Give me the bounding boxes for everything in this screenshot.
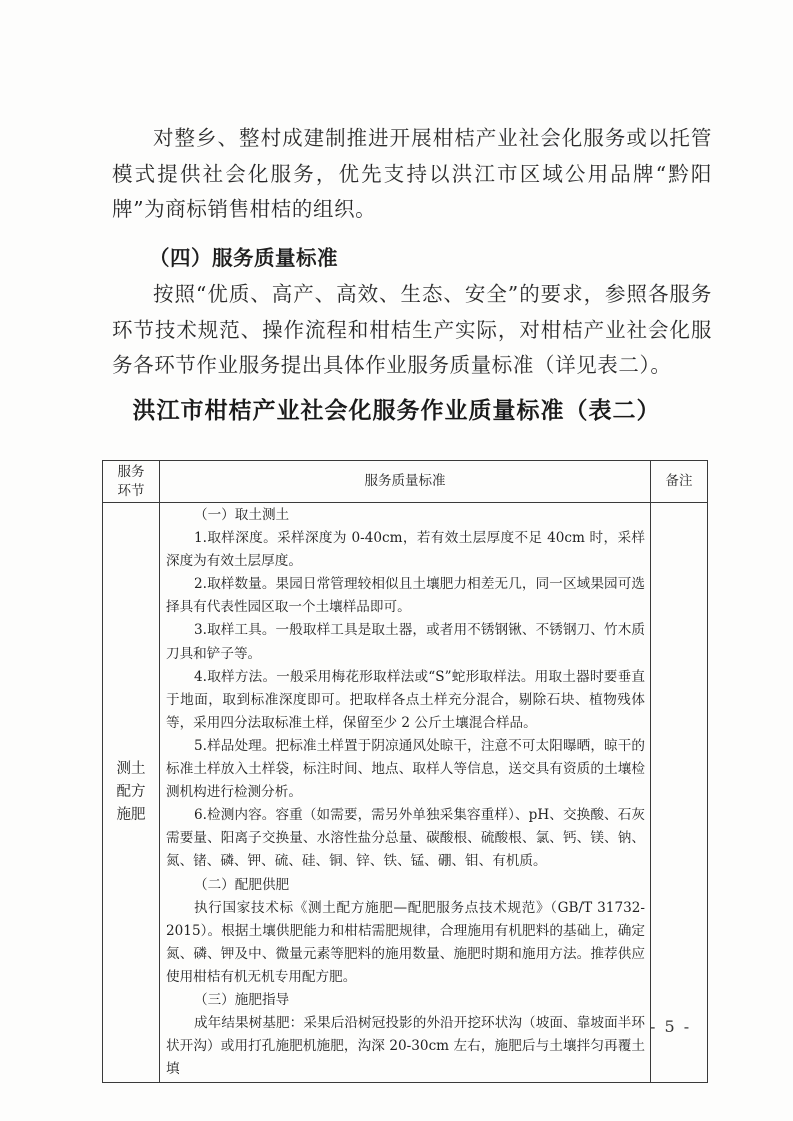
page-number: - 5 - [650, 1017, 692, 1036]
section-heading: （四）服务质量标准 [149, 246, 338, 270]
quality-standard-table [102, 460, 708, 1083]
section-label: 测土配方施肥 [116, 761, 146, 824]
remark-cell [651, 503, 708, 1083]
content-item: 成年结果树基肥：采果后沿树冠投影的外沿开挖环状沟（坡面、靠坡面半环状开沟）或用打孔施肥机施肥，沟深 20-30cm 左右，施肥后与土壤拌匀再覆土填 [166, 1015, 645, 1078]
section-cell [103, 503, 160, 1083]
header-quality-standard: 服务质量标准 [160, 461, 651, 503]
subsection-title: （三）施肥指导 [194, 991, 290, 1008]
content-item: 执行国家技术标《测土配方施肥—配肥服务点技术规范》（GB/T 31732-2015）。根据土壤供肥能力和柑桔需肥规律，合理施用有机肥料的基础上，确定氮、磷、钾及中、微量元素等肥料的施用数量、施肥时期和施用方法。推荐供应使用柑桔有机无机专用配方肥。 [166, 899, 645, 985]
subsection-title: （一）取土测土 [194, 507, 290, 523]
header-service-stage [103, 461, 160, 503]
content-item: 1.取样深度。采样深度为 0-40cm，若有效土层厚度不足 40cm 时，采样深度为有效土层厚度。 [166, 530, 645, 570]
header-service-stage-label: 服务环节 [117, 463, 145, 499]
content-item: 3.取样工具。一般取样工具是取土器，或者用不锈钢锹、不锈钢刀、竹木质刀具和铲子等。 [166, 622, 645, 662]
content-item: 4.取样方法。一般采用梅花形取样法或“S”蛇形取样法。用取土器时要垂直于地面，取到标准深度即可。把取样各点土样充分混合，剔除石块、植物残体等，采用四分法取标准土样，保留至少 2 公斤土壤混合样品。 [166, 668, 645, 731]
table-title: 洪江市柑桔产业社会化服务作业质量标准（表二） [132, 397, 661, 424]
table-row [103, 503, 708, 1083]
subsection-title: （二）配肥供肥 [194, 876, 290, 893]
section-paragraph: 按照“优质、高产、高效、生态、安全”的要求，参照各服务环节技术规范、操作流程和柑桔生产实际，对柑桔产业社会化服务各环节作业服务提出具体作业服务质量标准（详见表二）。 [112, 282, 712, 377]
intro-paragraph: 对整乡、整村成建制推进开展柑桔产业社会化服务或以托管模式提供社会化服务，优先支持以洪江市区域公用品牌“黔阳牌”为商标销售柑桔的组织。 [112, 126, 712, 221]
section-paragraph-block [112, 277, 712, 384]
content-cell [160, 503, 651, 1083]
content-item: 5.样品处理。把标准土样置于阴凉通风处晾干，注意不可太阳曝晒，晾干的标准土样放入土样袋，标注时间、地点、取样人等信息，送交具有资质的土壤检测机构进行检测分析。 [166, 737, 645, 801]
table-header-row [103, 461, 708, 503]
intro-paragraph-block [112, 121, 712, 228]
content-item: 2.取样数量。果园日常管理较相似且土壤肥力相差无几，同一区域果园可选择具有代表性园区取一个土壤样品即可。 [166, 576, 645, 616]
content-item: 6.检测内容。容重（如需要，需另外单独采集容重样）、pH、交换酸、石灰需要量、阳离子交换量、水溶性盐分总量、碳酸根、硫酸根、氯、钙、镁、钠、氮、锗、磷、钾、硫、硅、铜、锌、铁、锰、硼、钼、有机质。 [166, 807, 645, 870]
header-remark: 备注 [651, 461, 708, 503]
